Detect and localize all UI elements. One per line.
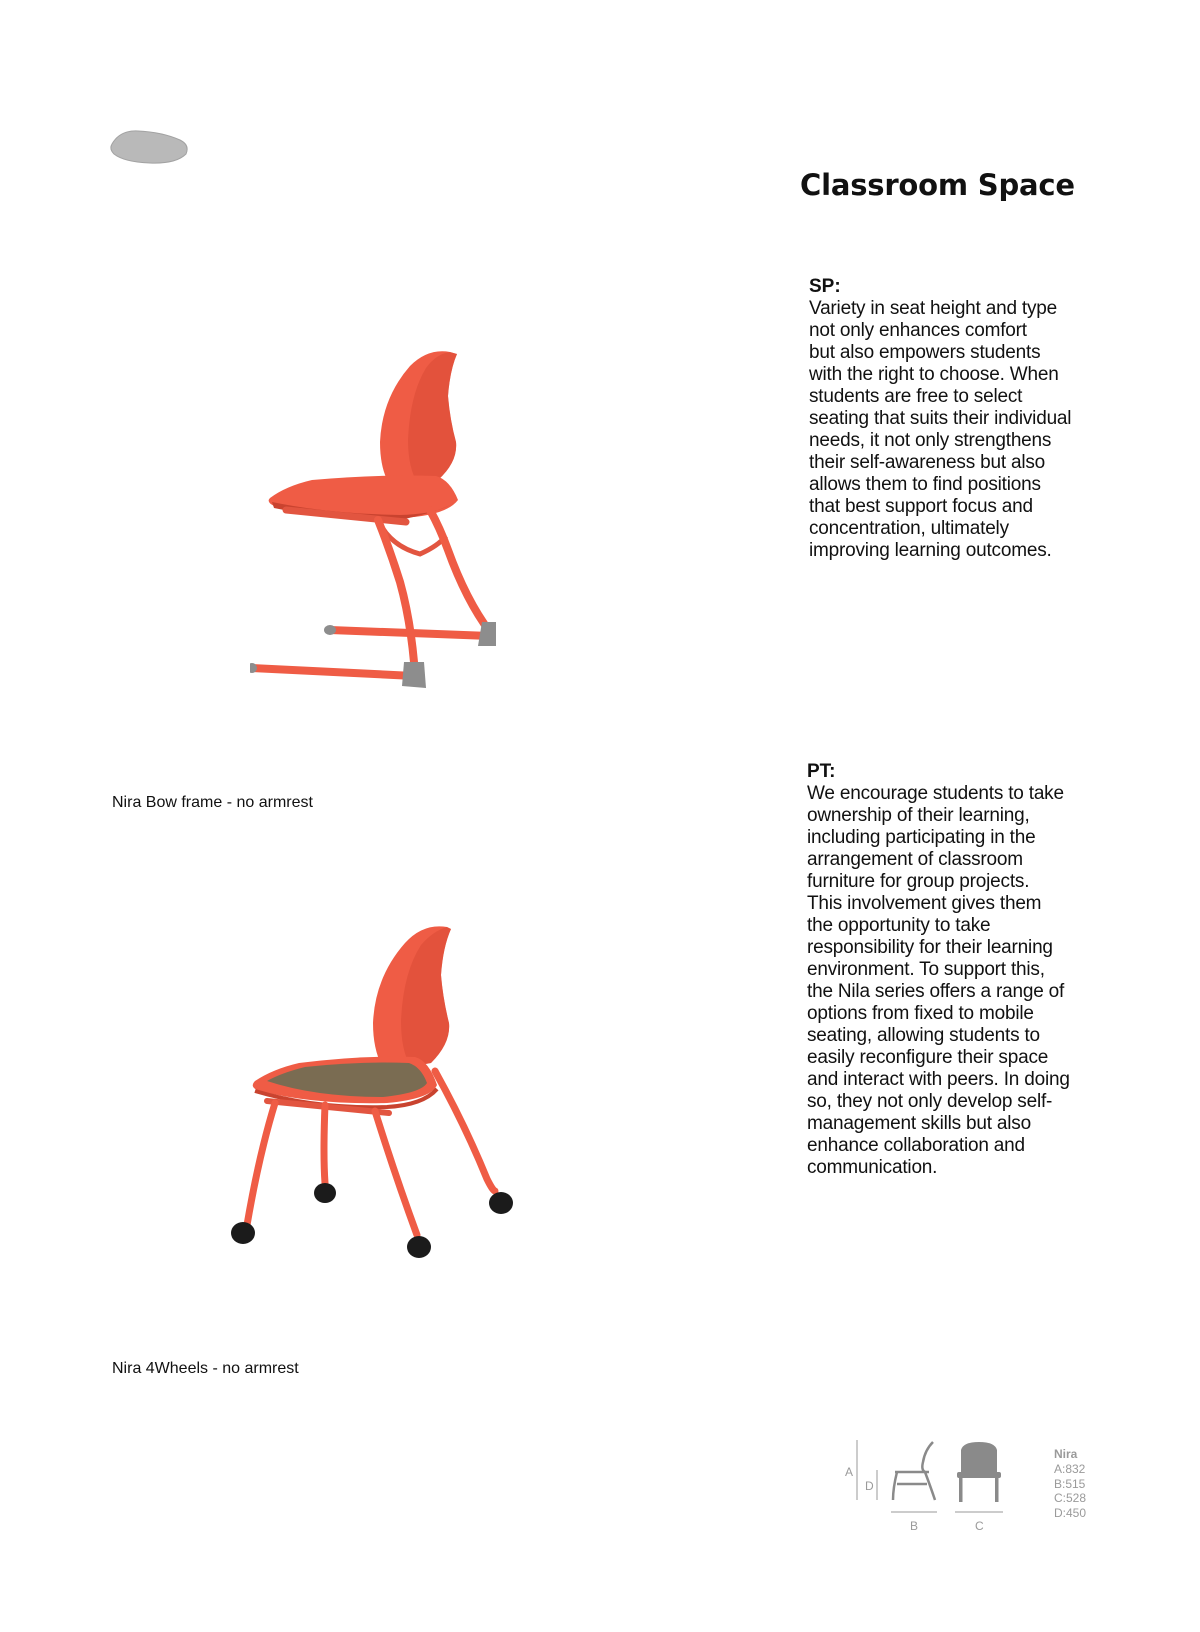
product-caption: Nira 4Wheels - no armrest bbox=[112, 1360, 299, 1377]
spec-name: Nira bbox=[1054, 1447, 1078, 1461]
pt-section bbox=[807, 761, 1097, 1179]
dim-c-label: C bbox=[975, 1519, 984, 1533]
seat-pad-icon bbox=[110, 128, 192, 176]
product-caption: Nira Bow frame - no armrest bbox=[112, 794, 313, 811]
spec-d: D:450 bbox=[1054, 1505, 1087, 1520]
page-title: Classroom Space bbox=[800, 168, 1075, 202]
dim-b-label: B bbox=[910, 1519, 919, 1533]
sp-section bbox=[809, 276, 1099, 562]
dim-a-label: A bbox=[845, 1465, 854, 1479]
spec-c: C:528 bbox=[1054, 1491, 1087, 1505]
dim-d-label: D bbox=[865, 1479, 874, 1493]
front-view-chair-icon bbox=[957, 1442, 1001, 1502]
bow-frame-chair-icon bbox=[250, 350, 530, 730]
pt-label: PT: bbox=[807, 761, 836, 782]
four-wheel-chair-icon bbox=[225, 925, 545, 1310]
sp-label: SP: bbox=[809, 276, 841, 297]
sp-text: Variety in seat height and type not only enhances comfort but also empowers students with the right to choose. When students are free to select seating that suits their individual needs, it not only strengthens their self-awareness but also allows them to find positions that best support focus and concentration, ultimately improving learning outcomes. bbox=[809, 298, 1072, 561]
spec-b: B:515 bbox=[1054, 1476, 1086, 1491]
pt-text: We encourage students to take ownership of their learning, including participating in the arrangement of classroom furniture for group projects. This involvement gives them the opportunity to take responsibility for their learning environment. To support this, the Nila series offers a range of options from fixed to mobile seating, allowing students to easily reconfigure their space and interact with peers. In doing so, they not only develop self- management skills but also enhance collaboration and communication. bbox=[807, 783, 1070, 1178]
side-view-chair-icon bbox=[893, 1442, 935, 1500]
spec-values bbox=[1054, 1462, 1086, 1520]
spec-a: A:832 bbox=[1054, 1462, 1086, 1476]
